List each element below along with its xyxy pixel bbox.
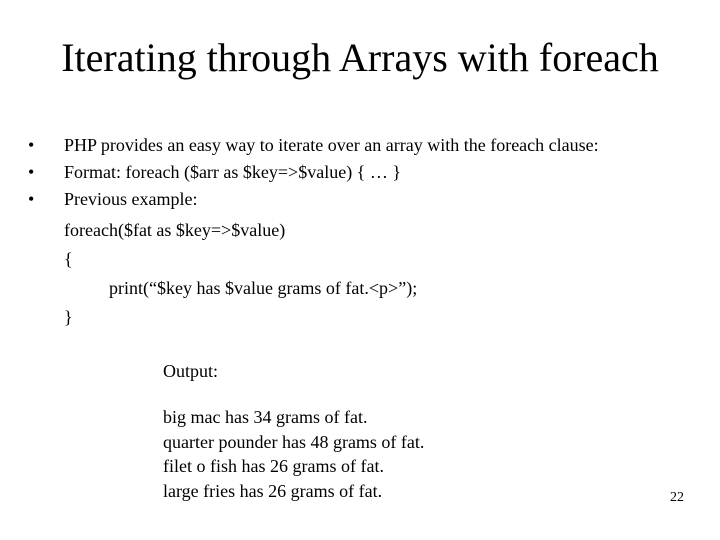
bullet-item — [28, 132, 708, 159]
bullet-text: PHP provides an easy way to iterate over an array with the foreach clause: — [64, 135, 599, 155]
slide-title: Iterating through Arrays with foreach — [61, 35, 659, 80]
bullet-icon: • — [28, 135, 35, 155]
bullet-icon: • — [28, 189, 35, 209]
output-line: big mac has 34 grams of fat. — [163, 407, 368, 427]
output-line: quarter pounder has 48 grams of fat. — [163, 431, 425, 452]
bullet-list — [28, 132, 708, 213]
code-line: print(“$key has $value grams of fat.<p>”); — [109, 278, 418, 298]
bullet-text: Previous example: — [64, 189, 198, 209]
code-line: { — [64, 249, 73, 269]
code-line: } — [64, 307, 73, 327]
bullet-text: Format: foreach ($arr as $key=>$value) { … } — [64, 162, 401, 182]
bullet-item — [28, 159, 708, 186]
code-line: foreach($fat as $key=>$value) — [64, 220, 286, 240]
bullet-icon: • — [28, 162, 35, 182]
code-block — [64, 216, 417, 332]
output-line: large fries has 26 grams of fat. — [163, 480, 383, 501]
bullet-item — [28, 186, 708, 213]
slide-number: 22 — [670, 490, 684, 505]
output-line: filet o fish has 26 grams of fat. — [163, 456, 384, 476]
output-label: Output: — [163, 361, 219, 381]
output-block — [163, 405, 424, 503]
